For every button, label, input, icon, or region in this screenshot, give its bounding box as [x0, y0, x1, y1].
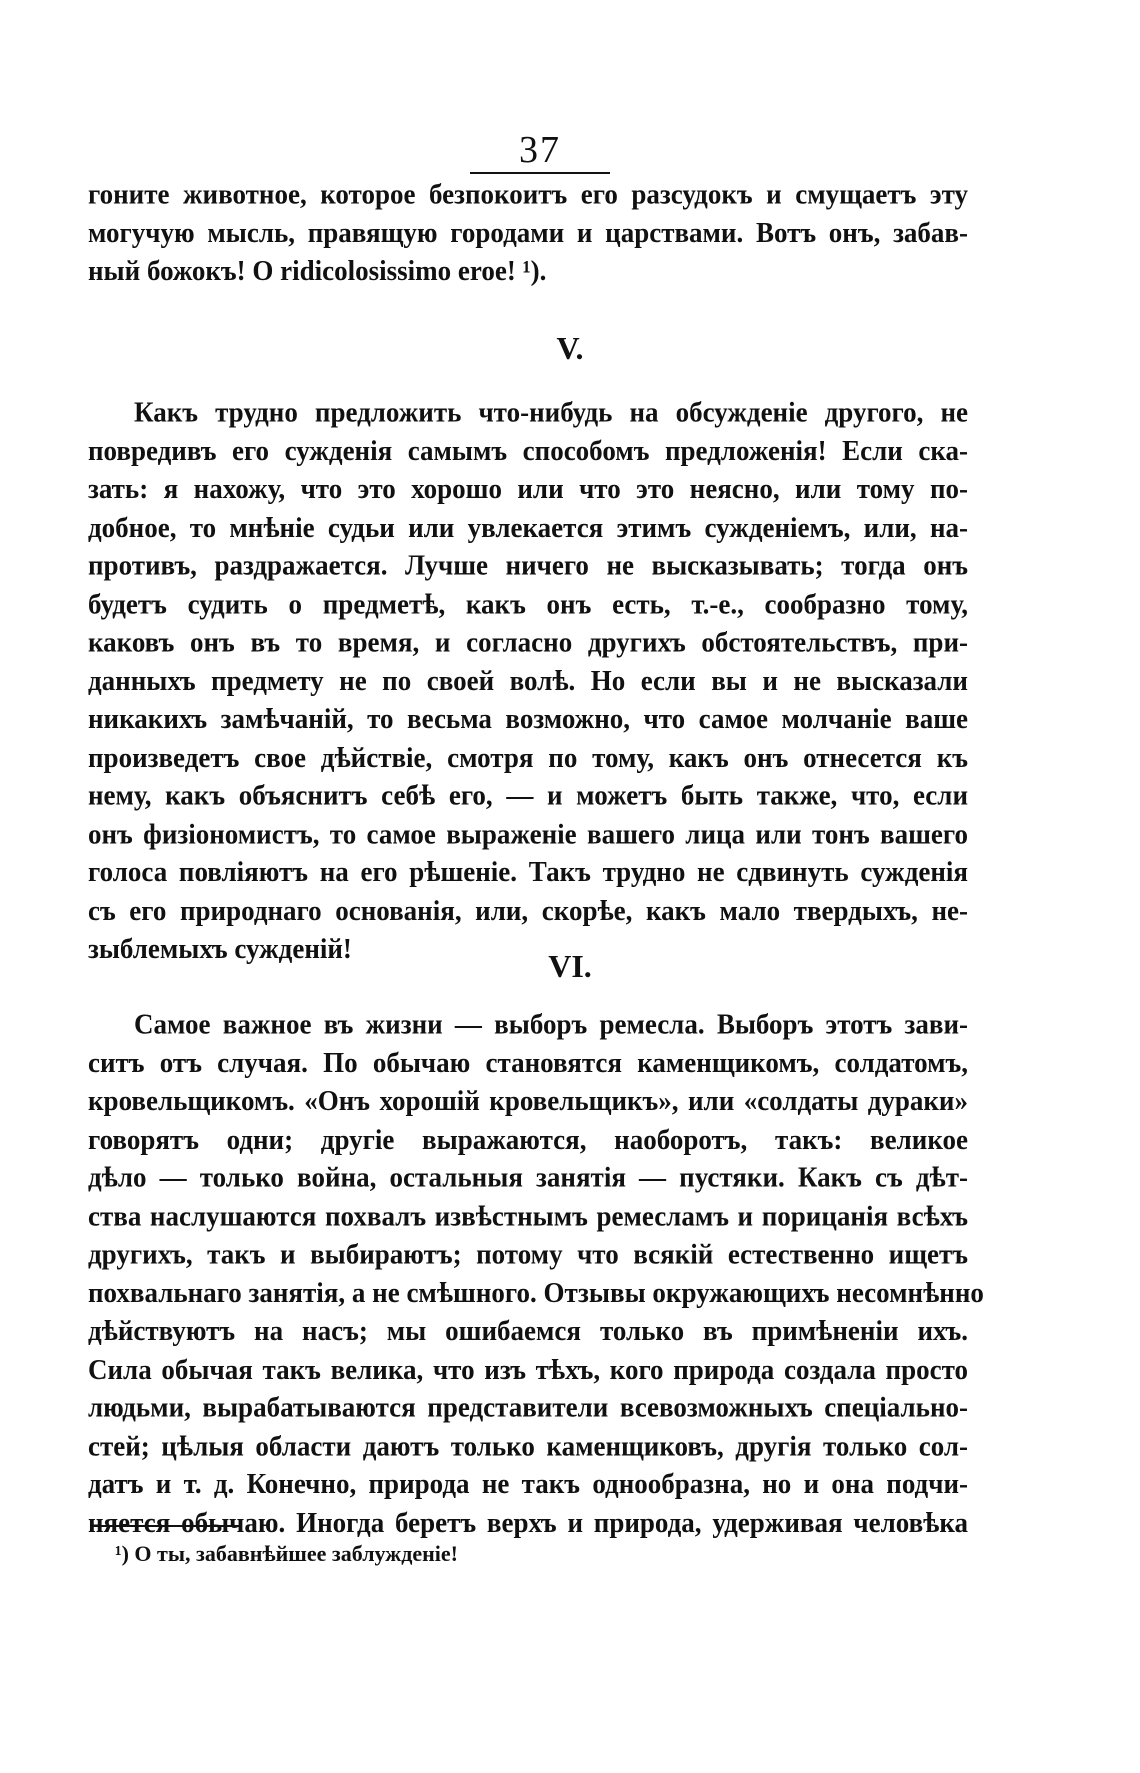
text-line: съ его природнаго основанія, или, скорѣе, какъ мало твердыхъ, не-	[88, 894, 968, 926]
text-line: голоса повліяютъ на его рѣшеніе. Такъ трудно не сдвинуть сужденія	[88, 856, 968, 888]
text-line: зать: я нахожу, что это хорошо или что это неясно, или тому по-	[88, 472, 968, 505]
text-line: гоните животное, которое безпокоитъ его разсудокъ и смущаетъ эту	[88, 178, 968, 210]
intro-paragraph	[88, 175, 968, 290]
text-line: противъ, раздражается. Лучше ничего не высказывать; тогда онъ	[88, 549, 968, 581]
text-line: будетъ судить о предметѣ, какъ онъ есть, т.-е., сообразно тому,	[88, 587, 968, 620]
text-line: ства наслушаются похвалъ извѣстнымъ ремесламъ и порицанія всѣхъ	[88, 1199, 968, 1232]
text-line: произведетъ свое дѣйствіе, смотря по тому, какъ онъ отнесется къ	[88, 741, 968, 773]
text-line: данныхъ предмету не по своей волѣ. Но если вы и не высказали	[88, 664, 968, 696]
text-line: могучую мысль, правящую городами и царствами. Вотъ онъ, забав-	[88, 216, 968, 248]
text-line: Сила обычая такъ велика, что изъ тѣхъ, кого природа создала просто	[88, 1353, 968, 1385]
text-line: дѣло — только война, остальныя занятія — пустяки. Какъ съ дѣт-	[88, 1161, 968, 1193]
text-line: кровельщикомъ. «Онъ хорошій кровельщикъ», или «солдаты дураки»	[88, 1084, 968, 1117]
text-line: другихъ, такъ и выбираютъ; потому что всякій естественно ищетъ	[88, 1238, 968, 1270]
section-6-paragraph	[88, 1005, 984, 1542]
text-line: ный божокъ! О ridicolosissimo eroe! ¹).	[88, 254, 547, 287]
text-line: нему, какъ объяснитъ себѣ его, — и можетъ быть также, что, если	[88, 779, 968, 811]
text-line: никакихъ замѣчаній, то весьма возможно, что самое молчаніе ваше	[88, 702, 968, 735]
text-line: стей; цѣлыя области даютъ только каменщиковъ, другія только сол-	[88, 1429, 968, 1462]
section-heading-5: V.	[556, 330, 584, 366]
text-line: онъ физіономистъ, то самое выраженіе вашего лица или тонъ вашего	[88, 817, 968, 850]
text-line: повредивъ его сужденія самымъ способомъ предложенія! Если ска-	[88, 434, 968, 466]
section-heading-6: VI.	[548, 948, 592, 984]
text-line: добное, то мнѣніе судьи или увлекается этимъ сужденіемъ, или, на-	[88, 511, 968, 543]
text-line: датъ и т. д. Конечно, природа не такъ однообразна, но и она подчи-	[88, 1468, 968, 1500]
text-line: Какъ трудно предложить что-нибудь на обсужденіе другого, не	[134, 396, 968, 428]
text-line: дѣйствуютъ на насъ; мы ошибаемся только въ примѣненіи ихъ.	[88, 1314, 968, 1347]
page-number: 37	[470, 128, 610, 174]
text-line: людьми, вырабатываются представители всевозможныхъ спеціально-	[88, 1391, 968, 1423]
text-line: ситъ отъ случая. По обычаю становятся каменщикомъ, солдатомъ,	[88, 1046, 968, 1078]
section-5-paragraph	[88, 393, 968, 968]
text-line: говорятъ одни; другіе выражаются, наоборотъ, такъ: великое	[88, 1123, 968, 1155]
text-line: зыблемыхъ сужденій!	[88, 932, 352, 965]
text-line: няется обычаю. Иногда беретъ верхъ и природа, удерживая человѣка	[88, 1506, 968, 1538]
footnote-divider	[90, 1525, 240, 1527]
text-line: похвальнаго занятія, а не смѣшного. Отзывы окружающихъ несомнѣнно	[88, 1276, 984, 1308]
text-line: каковъ онъ въ то время, и согласно другихъ обстоятельствъ, при-	[88, 626, 968, 658]
footnote: ¹) О ты, забавнѣйшее заблужденіе!	[115, 1541, 458, 1566]
text-line: Самое важное въ жизни — выборъ ремесла. Выборъ этотъ зави-	[134, 1008, 968, 1040]
